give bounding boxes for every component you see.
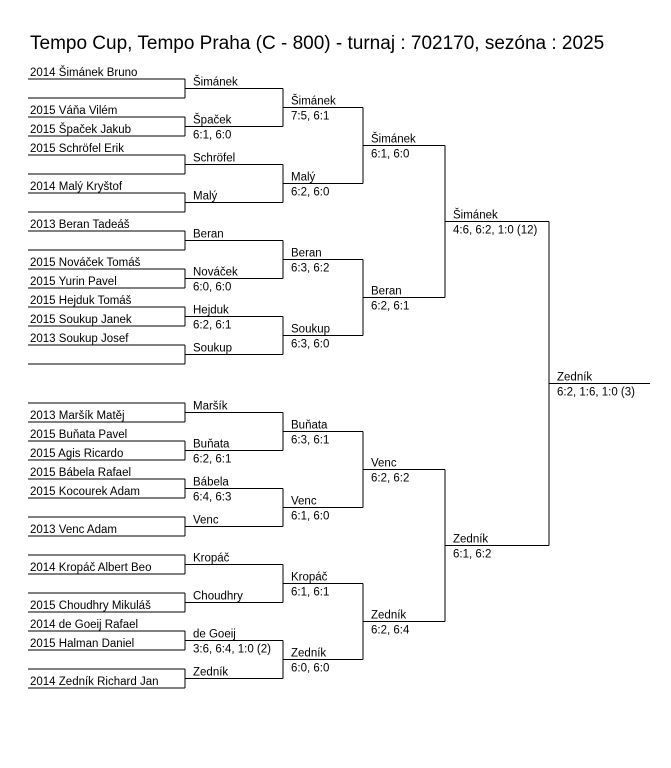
player-name: 2014 Malý Kryštof [30, 181, 123, 193]
player-name: 2014 de Goeij Rafael [30, 619, 139, 631]
match-score: 6:2, 6:1 [193, 453, 232, 466]
player-name: 2013 Venc Adam [30, 524, 117, 536]
match-score: 6:0, 6:0 [291, 662, 330, 675]
player-name: 2015 Soukup Janek [30, 314, 132, 326]
winner-name: Šimánek [453, 209, 498, 222]
winner-name: Šimánek [291, 95, 336, 108]
winner-name: Kropáč [193, 552, 230, 565]
bracket-labels [30, 66, 635, 688]
match-score: 6:1, 6:0 [193, 129, 232, 142]
match-score: 6:1, 6:2 [453, 548, 492, 561]
winner-name: Soukup [193, 342, 233, 355]
winner-name: Zedník [453, 533, 489, 546]
winner-name: Hejduk [193, 304, 229, 317]
match-score: 6:2, 6:0 [291, 186, 330, 199]
match-score: 6:4, 6:3 [193, 491, 232, 504]
player-name: 2015 Halman Daniel [30, 638, 135, 650]
player-name: 2014 Šimánek Bruno [30, 67, 138, 79]
match-score: 6:2, 6:4 [371, 624, 410, 637]
match-score: 7:5, 6:1 [291, 110, 330, 123]
winner-name: Schröfel [193, 152, 236, 165]
match-score: 6:3, 6:2 [291, 262, 330, 275]
match-score: 6:2, 1:6, 1:0 (3) [557, 386, 635, 399]
player-name: 2014 Kropáč Albert Beo [30, 562, 152, 574]
match-score: 3:6, 6:4, 1:0 (2) [193, 643, 271, 656]
player-name: 2015 Váňa Vilém [30, 105, 118, 117]
winner-name: Venc [291, 495, 317, 508]
match-score: 6:3, 6:1 [291, 434, 330, 447]
winner-name: de Goeij [193, 628, 236, 641]
winner-name: Kropáč [291, 571, 328, 584]
match-score: 6:1, 6:0 [291, 510, 330, 523]
match-score: 6:2, 6:1 [193, 319, 232, 332]
winner-name: Šimánek [193, 76, 238, 89]
player-name: 2015 Kocourek Adam [30, 486, 140, 498]
match-score: 6:0, 6:0 [193, 281, 232, 294]
player-name: 2013 Soukup Josef [30, 333, 129, 345]
match-score: 6:1, 6:1 [291, 586, 330, 599]
winner-name: Buňata [291, 419, 328, 432]
champion-name: Zedník [557, 371, 593, 384]
winner-name: Šimánek [371, 133, 416, 146]
player-name: 2015 Hejduk Tomáš [30, 295, 132, 307]
player-name: 2015 Buňata Pavel [30, 429, 128, 441]
player-name: 2015 Choudhry Mikuláš [30, 600, 151, 612]
winner-name: Soukup [291, 323, 331, 336]
player-name: 2015 Špaček Jakub [30, 124, 132, 136]
winner-name: Beran [371, 285, 402, 298]
winner-name: Bábela [193, 476, 229, 489]
winner-name: Buňata [193, 438, 230, 451]
player-name: 2015 Agis Ricardo [30, 448, 124, 460]
player-name: 2015 Schröfel Erik [30, 143, 124, 155]
winner-name: Beran [193, 228, 224, 241]
player-name: 2015 Nováček Tomáš [30, 257, 141, 269]
player-name: 2013 Beran Tadeáš [30, 219, 130, 231]
match-score: 6:2, 6:1 [371, 300, 410, 313]
player-name: 2015 Yurin Pavel [30, 276, 117, 288]
page-title: Tempo Cup, Tempo Praha (C - 800) - turnaj : 702170, sezóna : 2025 [30, 33, 605, 54]
winner-name: Zedník [371, 609, 407, 622]
winner-name: Špaček [193, 114, 232, 127]
winner-name: Zedník [291, 647, 327, 660]
winner-name: Beran [291, 247, 322, 260]
player-name: 2013 Maršík Matěj [30, 410, 125, 422]
player-name: 2015 Bábela Rafael [30, 467, 132, 479]
winner-name: Nováček [193, 266, 238, 279]
player-name: 2014 Zedník Richard Jan [30, 676, 159, 688]
winner-name: Malý [193, 190, 218, 203]
winner-name: Zedník [193, 666, 229, 679]
winner-name: Malý [291, 171, 316, 184]
match-score: 6:2, 6:2 [371, 472, 410, 485]
winner-name: Venc [193, 514, 219, 527]
winner-name: Choudhry [193, 590, 243, 603]
winner-name: Maršík [193, 400, 228, 413]
match-score: 6:3, 6:0 [291, 338, 330, 351]
match-score: 6:1, 6:0 [371, 148, 410, 161]
winner-name: Venc [371, 457, 397, 470]
bracket-lines [28, 79, 650, 688]
match-score: 4:6, 6:2, 1:0 (12) [453, 224, 538, 237]
